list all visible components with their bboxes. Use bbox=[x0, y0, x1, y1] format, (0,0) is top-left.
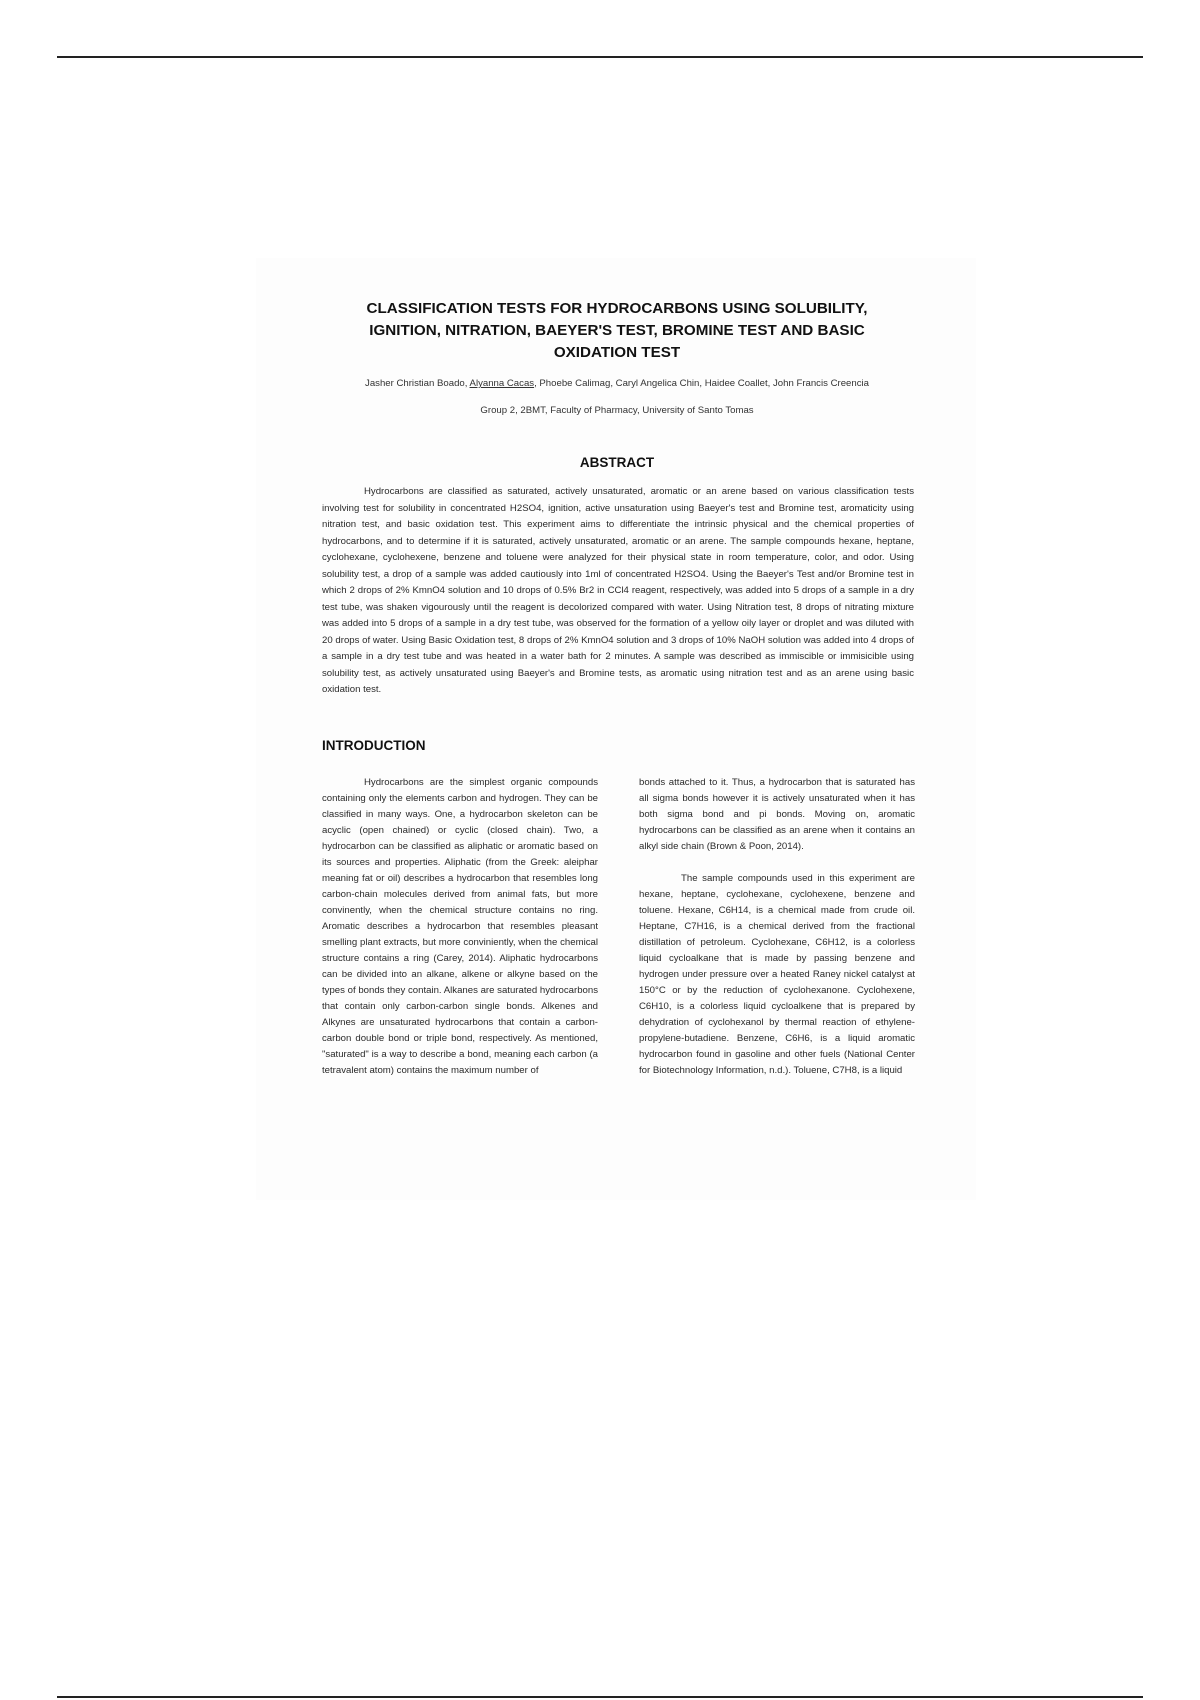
intro-column-right bbox=[639, 775, 915, 1095]
bottom-rule bbox=[57, 1696, 1143, 1698]
intro-paragraph-2: The sample compounds used in this experiment are hexane, heptane, cyclohexane, cyclohexene, benzene and toluene. Hexane, C6H14, is a chemical made from crude oil. Heptane, C7H16, is a chemical derived from the fractional distillation of petroleum. Cyclohexane, C6H12, is a colorless liquid cycloalkane that is made by passing benzene and hydrogen under pressure over a heated Raney nickel catalyst at 150°C or by the reduction of cyclohexanone. Cyclohexene, C6H10, is a colorless liquid cycloalkene that is prepared by dehydration of cyclohexanol by thermal reaction of ethylene-propylene-butadiene. Benzene, C6H6, is a liquid aromatic hydrocarbon found in gasoline and other fuels (National Center for Biotechnology Information, n.d.). Toluene, C7H8, is a liquid bbox=[639, 873, 915, 1076]
top-rule bbox=[57, 56, 1143, 58]
introduction-heading: INTRODUCTION bbox=[322, 738, 426, 753]
authors-after: , Phoebe Calimag, Caryl Angelica Chin, Haidee Coallet, John Francis Creencia bbox=[534, 378, 869, 389]
affiliation: Group 2, 2BMT, Faculty of Pharmacy, University of Santo Tomas bbox=[480, 405, 754, 416]
title-line-1: CLASSIFICATION TESTS FOR HYDROCARBONS USING SOLUBILITY, bbox=[366, 300, 868, 317]
authors-before: Jasher Christian Boado, bbox=[365, 378, 470, 389]
abstract-text: Hydrocarbons are classified as saturated, actively unsaturated, aromatic or an arene based on various classification tests involving test for solubility in concentrated H2SO4, ignition, active unsaturation using Baeyer's test and Bromine test, aromaticity using nitration test, and basic oxidation test. This experiment aims to differentiate the intrinsic physical and the chemical properties of hydrocarbons, and to determine if it is saturated, actively unsaturated, aromatic or an arene. The sample compounds hexane, heptane, cyclohexane, cyclohexene, benzene and toluene were analyzed for their physical state in room temperature, color, and odor. Using solubility test, a drop of a sample was added cautiously into 1ml of concentrated H2SO4. Using the Baeyer's Test and/or Bromine test in which 2 drops of 2% KmnO4 solution and 10 drops of 0.5% Br2 in CCl4 reagent, respectively, was added into 5 drops of a sample in a dry test tube, was shaken vigourously until the reagent is decolorized compared with water. Using Nitration test, 8 drops of nitrating mixture was added into 5 drops of a sample in a dry test tube, was observed for the formation of a yellow oily layer or droplet and was diluted with 20 drops of water. Using Basic Oxidation test, 8 drops of 2% KmnO4 solution and 3 drops of 10% NaOH solution was added into 4 drops of a sample in a dry test tube and was heated in a water bath for 2 minutes. A sample was described as immiscible or immisicible using solubility test, as actively unsaturated using Baeyer's and Bromine tests, as aromatic using nitration test and as an arene using basic oxidation test. bbox=[322, 486, 914, 695]
title-line-3: OXIDATION TEST bbox=[553, 344, 681, 361]
intro-paragraph-1-continued: bonds attached to it. Thus, a hydrocarbon that is saturated has all sigma bonds however it is actively unsaturated when it has both sigma bond and pi bonds. Moving on, aromatic hydrocarbons can be classified as an arene when it contains an alkyl side chain (Brown & Poon, 2014). bbox=[639, 777, 915, 852]
intro-paragraph-1: Hydrocarbons are the simplest organic compounds containing only the elements carbon and hydrogen. They can be classified in many ways. One, a hydrocarbon skeleton can be acyclic (open chained) or cyclic (closed chain). Two, a hydrocarbon can be classified as aliphatic or aromatic based on its sources and properties. Aliphatic (from the Greek: aleiphar meaning fat or oil) describes a hydrocarbon that resembles long carbon-chain molecules derived from animal fats, but more convinently, when the chemical structure contains no ring. Aromatic describes a hydrocarbon that resembles pleasant smelling plant extracts, but more conviniently, when the chemical structure contains a ring (Carey, 2014). Aliphatic hydrocarbons can be divided into an alkane, alkene or alkyne based on the types of bonds they contain. Alkanes are saturated hydrocarbons that contain only carbon-carbon single bonds. Alkenes and Alkynes are unsaturated hydrocarbons that contain a carbon-carbon double bond or triple bond, respectively. As mentioned, "saturated" is a way to describe a bond, meaning each carbon (a tetravalent atom) contains the maximum number of bbox=[322, 777, 598, 1076]
abstract-heading: ABSTRACT bbox=[579, 455, 655, 470]
intro-column-left bbox=[322, 775, 598, 1095]
title-line-2: IGNITION, NITRATION, BAEYER'S TEST, BROMINE TEST AND BASIC bbox=[369, 322, 865, 339]
paper-title bbox=[322, 298, 912, 364]
corresponding-author: Alyanna Cacas bbox=[469, 378, 535, 389]
author-list bbox=[322, 377, 912, 391]
